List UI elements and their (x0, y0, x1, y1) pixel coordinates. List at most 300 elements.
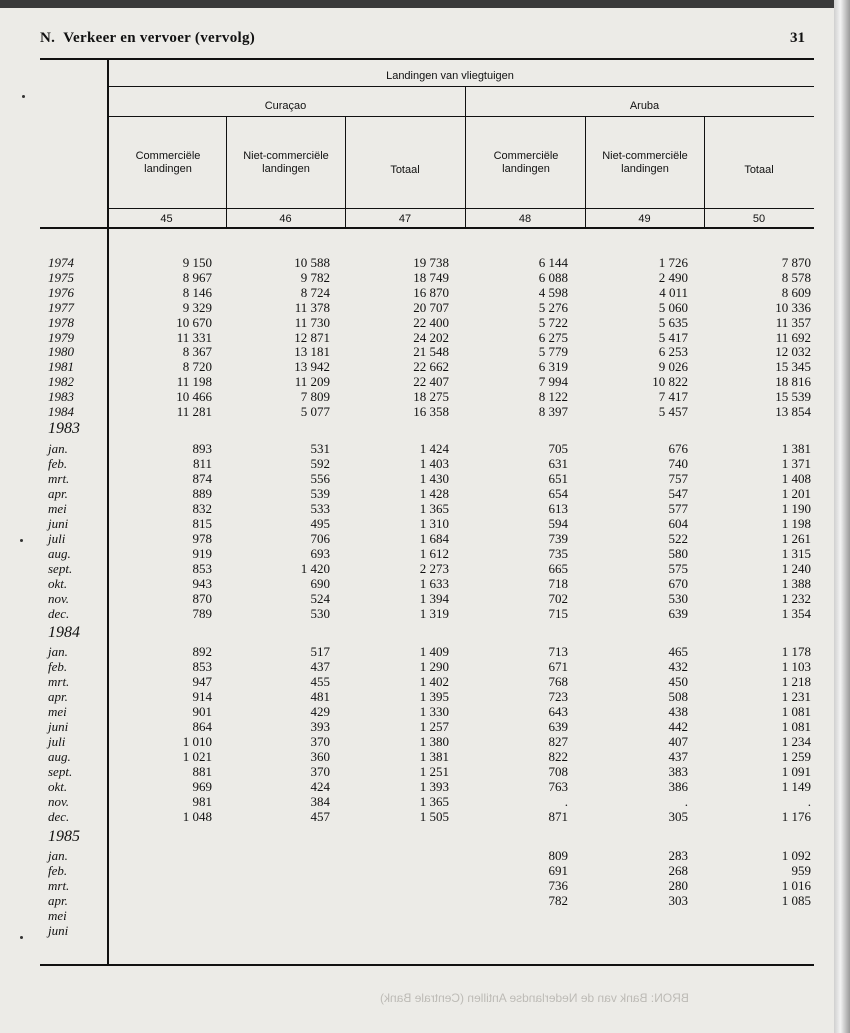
table-cell: 914 (192, 689, 212, 704)
row-label: mrt. (48, 471, 70, 486)
table-cell: 393 (310, 719, 330, 734)
table-cell: 530 (310, 606, 330, 621)
table-cell: 705 (548, 441, 568, 456)
table-cell: 1 232 (781, 591, 811, 606)
table-cell: 713 (548, 644, 568, 659)
table-cell: 6 319 (538, 359, 568, 375)
table-row (0, 516, 834, 531)
table-row (0, 300, 834, 315)
table-cell: 592 (310, 456, 330, 471)
table-cell: 1 240 (781, 561, 811, 576)
page-title (40, 30, 255, 47)
table-cell: 706 (310, 531, 330, 546)
table-cell: 718 (548, 576, 568, 591)
row-label: dec. (48, 606, 70, 621)
table-row (0, 501, 834, 516)
table-cell: 723 (548, 689, 568, 704)
table-cell: 24 202 (413, 329, 449, 345)
table-cell: 708 (548, 764, 568, 779)
table-cell: 1 408 (781, 471, 811, 486)
row-label: dec. (48, 809, 70, 824)
table-row (0, 344, 834, 359)
table-cell: 1 424 (419, 441, 449, 456)
table-cell: 438 (668, 704, 688, 719)
column-number: 45 (160, 213, 173, 225)
table-cell: 8 724 (300, 284, 330, 300)
table-cell: 1 231 (781, 689, 811, 704)
table-row (0, 794, 834, 809)
table-row (0, 704, 834, 719)
table-row (0, 374, 834, 389)
bleed-through-source-note: BRON: Bank van de Nederlandse Antillen (Centrale Bank) (380, 991, 689, 1005)
table-cell: 822 (548, 749, 568, 764)
curacao-total-header: Totaal (390, 164, 420, 176)
table-row (0, 606, 834, 621)
table-cell: 1 048 (182, 809, 212, 824)
table-cell: 360 (310, 749, 330, 764)
table-cell: 11 331 (176, 329, 212, 345)
page-edge (834, 0, 850, 1033)
row-label: juni (48, 516, 69, 531)
table-cell: 4 598 (538, 284, 568, 300)
scan-mark (20, 936, 23, 939)
row-label: feb. (48, 456, 68, 471)
table-cell: 969 (192, 779, 212, 794)
table-row (0, 749, 834, 764)
table-cell: . (807, 794, 811, 809)
year-heading-1985: 1985 (48, 828, 80, 845)
row-label: juni (48, 923, 69, 938)
table-cell: 959 (791, 863, 811, 878)
table-cell: 1 257 (419, 719, 449, 734)
table-row (0, 456, 834, 471)
curacao-commercial-header: Commerciële landingen (135, 150, 201, 175)
table-row (0, 863, 834, 878)
table-cell: 10 588 (294, 255, 330, 270)
table-cell: 871 (548, 809, 568, 824)
table-row (0, 330, 834, 345)
table-cell: 691 (548, 863, 568, 878)
table-cell: 1 091 (781, 764, 811, 779)
row-label: juli (48, 734, 66, 749)
table-cell: 757 (668, 471, 688, 486)
table-row (0, 764, 834, 779)
table-cell: 1 393 (419, 779, 449, 794)
table-cell: 715 (548, 606, 568, 621)
table-cell: 12 871 (294, 329, 330, 345)
table-cell: 575 (668, 561, 688, 576)
table-cell: 947 (192, 674, 212, 689)
table-cell: 4 011 (659, 284, 688, 300)
table-row (0, 471, 834, 486)
table-cell: 1 381 (419, 749, 449, 764)
row-label: 1983 (48, 389, 74, 405)
row-label: 1981 (48, 359, 74, 375)
section-letter: N. (40, 30, 56, 46)
row-label: 1976 (48, 284, 74, 300)
table-cell: 1 365 (419, 794, 449, 809)
table-cell: 671 (548, 659, 568, 674)
col-divider-1 (226, 116, 227, 228)
row-label: juli (48, 531, 66, 546)
row-label: 1974 (48, 255, 74, 270)
table-cell: 789 (192, 606, 212, 621)
table-cell: 604 (668, 516, 688, 531)
table-cell: 437 (668, 749, 688, 764)
table-row (0, 644, 834, 659)
aruba-noncommercial-header: Niet-commerciële landingen (602, 150, 688, 175)
table-cell: 670 (668, 576, 688, 591)
table-cell: 5 779 (538, 344, 568, 360)
table-cell: 1 409 (419, 644, 449, 659)
table-row (0, 285, 834, 300)
table-cell: 631 (548, 456, 568, 471)
table-cell: 508 (668, 689, 688, 704)
table-cell: 517 (310, 644, 330, 659)
table-cell: 1 354 (781, 606, 811, 621)
table-cell: 901 (192, 704, 212, 719)
year-heading-1983: 1983 (48, 420, 80, 437)
bottom-rule (40, 964, 814, 966)
table-cell: 6 275 (538, 329, 568, 345)
table-row (0, 441, 834, 456)
table-cell: 5 417 (658, 329, 688, 345)
table-cell: 1 430 (419, 471, 449, 486)
table-cell: 1 684 (419, 531, 449, 546)
table-cell: 1 234 (781, 734, 811, 749)
table-cell: 1 092 (781, 848, 811, 863)
table-cell: 1 190 (781, 501, 811, 516)
table-cell: 18 275 (413, 389, 449, 405)
table-cell: 811 (192, 456, 212, 471)
row-label: mei (48, 501, 67, 516)
table-row (0, 315, 834, 330)
table-cell: 424 (310, 779, 330, 794)
table-cell: 16 358 (413, 404, 449, 419)
top-rule (40, 58, 814, 60)
table-cell: 1 290 (419, 659, 449, 674)
row-label: aug. (48, 749, 71, 764)
table-cell: 853 (192, 659, 212, 674)
table-cell: 432 (668, 659, 688, 674)
table-cell: 8 609 (781, 284, 811, 300)
table-cell: 22 400 (413, 314, 449, 330)
group-title: Landingen van vliegtuigen (386, 70, 514, 82)
table-cell: 782 (548, 893, 568, 908)
table-row (0, 893, 834, 908)
table-cell: 437 (310, 659, 330, 674)
table-cell: 815 (192, 516, 212, 531)
table-cell: 457 (310, 809, 330, 824)
table-cell: 7 994 (538, 374, 568, 390)
table-cell: 442 (668, 719, 688, 734)
table-cell: 5 457 (658, 404, 688, 419)
table-cell: 864 (192, 719, 212, 734)
table-row (0, 546, 834, 561)
table-cell: 693 (310, 546, 330, 561)
table-row (0, 659, 834, 674)
table-cell: 11 198 (176, 374, 212, 390)
row-label: nov. (48, 794, 70, 809)
table-cell: 1 402 (419, 674, 449, 689)
table-cell: 20 707 (413, 299, 449, 315)
table-cell: 5 276 (538, 299, 568, 315)
table-cell: 892 (192, 644, 212, 659)
table-cell: 943 (192, 576, 212, 591)
table-row (0, 689, 834, 704)
table-cell: 981 (192, 794, 212, 809)
table-cell: 481 (310, 689, 330, 704)
table-cell: 1 085 (781, 893, 811, 908)
table-cell: 495 (310, 516, 330, 531)
table-cell: 690 (310, 576, 330, 591)
table-cell: 1 371 (781, 456, 811, 471)
table-cell: 8 720 (182, 359, 212, 375)
table-row (0, 848, 834, 863)
table-cell: 1 021 (182, 749, 212, 764)
table-cell: 370 (310, 764, 330, 779)
table-cell: 5 060 (658, 299, 688, 315)
table-cell: 768 (548, 674, 568, 689)
table-cell: 8 397 (538, 404, 568, 419)
table-cell: 531 (310, 441, 330, 456)
row-label: 1982 (48, 374, 74, 390)
scan-mark (22, 95, 25, 98)
table-cell: 10 466 (176, 389, 212, 405)
row-label: 1977 (48, 299, 74, 315)
table-row (0, 734, 834, 749)
table-row (0, 674, 834, 689)
table-row (0, 809, 834, 824)
table-cell: 643 (548, 704, 568, 719)
group-rule (107, 86, 814, 87)
table-cell: 10 336 (775, 299, 811, 315)
table-cell: 429 (310, 704, 330, 719)
column-number: 48 (518, 213, 532, 225)
table-cell: 8 367 (182, 344, 212, 360)
table-cell: 763 (548, 779, 568, 794)
table-cell: 853 (192, 561, 212, 576)
table-cell: 919 (192, 546, 212, 561)
table-cell: 1 251 (419, 764, 449, 779)
table-cell: 283 (668, 848, 688, 863)
table-cell: 889 (192, 486, 212, 501)
table-cell: 13 942 (294, 359, 330, 375)
table-cell: 1 176 (781, 809, 811, 824)
table-cell: 1 505 (419, 809, 449, 824)
row-label: mrt. (48, 674, 70, 689)
table-cell: 2 273 (419, 561, 449, 576)
table-cell: 1 403 (419, 456, 449, 471)
table-row (0, 923, 834, 938)
table-cell: 11 692 (775, 329, 811, 345)
page-number: 31 (790, 30, 805, 46)
column-number: 49 (638, 213, 651, 225)
table-cell: 18 749 (413, 269, 449, 285)
column-number-rule (40, 227, 814, 229)
table-cell: 665 (548, 561, 568, 576)
table-cell: 1 081 (781, 704, 811, 719)
table-cell: 651 (548, 471, 568, 486)
table-cell: 11 209 (294, 374, 330, 390)
table-cell: 740 (668, 456, 688, 471)
table-cell: 16 870 (413, 284, 449, 300)
table-cell: 893 (192, 441, 212, 456)
row-label: juni (48, 719, 69, 734)
table-cell: 370 (310, 734, 330, 749)
page (0, 8, 834, 1033)
row-label: jan. (48, 848, 68, 863)
table-cell: 2 490 (658, 269, 688, 285)
table-cell: 10 822 (652, 374, 688, 390)
table-cell: 702 (548, 591, 568, 606)
table-cell: 1 178 (781, 644, 811, 659)
table-cell: 11 357 (775, 314, 811, 330)
table-row (0, 878, 834, 893)
row-label: feb. (48, 863, 68, 878)
table-cell: 6 088 (538, 269, 568, 285)
table-cell: 303 (668, 893, 688, 908)
row-label: jan. (48, 441, 68, 456)
table-cell: 881 (192, 764, 212, 779)
table-cell: 15 345 (775, 359, 811, 375)
table-row (0, 591, 834, 606)
table-cell: 1 010 (182, 734, 212, 749)
table-cell: 1 395 (419, 689, 449, 704)
table-cell: 305 (668, 809, 688, 824)
table-cell: 15 539 (775, 389, 811, 405)
table-cell: 676 (668, 441, 688, 456)
table-cell: 384 (310, 794, 330, 809)
table-cell: 465 (668, 644, 688, 659)
table-cell: 1 081 (781, 719, 811, 734)
table-cell: 1 380 (419, 734, 449, 749)
row-label: jan. (48, 644, 68, 659)
table-cell: 1 612 (419, 546, 449, 561)
table-cell: 9 329 (182, 299, 212, 315)
table-cell: 6 253 (658, 344, 688, 360)
table-cell: 21 548 (413, 344, 449, 360)
row-label: sept. (48, 561, 73, 576)
section-title: Verkeer en vervoer (vervolg) (63, 30, 256, 46)
table-cell: 1 330 (419, 704, 449, 719)
row-label: mei (48, 704, 67, 719)
table-cell: 874 (192, 471, 212, 486)
table-cell: 533 (310, 501, 330, 516)
table-cell: 1 315 (781, 546, 811, 561)
table-cell: 870 (192, 591, 212, 606)
table-cell: 280 (668, 878, 688, 893)
table-cell: 594 (548, 516, 568, 531)
table-row (0, 719, 834, 734)
table-cell: 7 809 (300, 389, 330, 405)
table-cell: 9 150 (182, 255, 212, 270)
row-label: apr. (48, 893, 68, 908)
table-cell: 1 319 (419, 606, 449, 621)
column-number: 50 (752, 213, 766, 225)
table-row (0, 531, 834, 546)
row-label: 1975 (48, 269, 74, 285)
table-cell: 524 (310, 591, 330, 606)
aruba-commercial-header: Commerciële landingen (493, 150, 559, 175)
table-row (0, 404, 834, 419)
table-row (0, 779, 834, 794)
table-cell: 12 032 (775, 344, 811, 360)
table-row (0, 576, 834, 591)
table-row (0, 486, 834, 501)
table-cell: 13 181 (294, 344, 330, 360)
table-cell: 9 026 (658, 359, 688, 375)
table-cell: 809 (548, 848, 568, 863)
table-cell: 613 (548, 501, 568, 516)
table-cell: 556 (310, 471, 330, 486)
col-divider-3 (585, 116, 586, 228)
table-cell: 5 635 (658, 314, 688, 330)
table-cell: 577 (668, 501, 688, 516)
table-cell: 827 (548, 734, 568, 749)
row-label: 1980 (48, 344, 74, 360)
table-cell: 1 633 (419, 576, 449, 591)
row-label: sept. (48, 764, 73, 779)
year-heading-1984: 1984 (48, 624, 80, 641)
table-cell: 22 407 (413, 374, 449, 390)
table-cell: 522 (668, 531, 688, 546)
table-cell: 1 420 (300, 561, 330, 576)
curacao-header: Curaçao (264, 100, 307, 112)
row-label: 1979 (48, 329, 74, 345)
table-cell: 1 218 (781, 674, 811, 689)
table-cell: 1 381 (781, 441, 811, 456)
table-cell: 736 (548, 878, 568, 893)
table-cell: 1 103 (781, 659, 811, 674)
island-divider (465, 86, 466, 228)
table-cell: . (564, 794, 568, 809)
row-label: feb. (48, 659, 68, 674)
row-label: apr. (48, 689, 68, 704)
table-cell: 5 077 (300, 404, 330, 419)
table-cell: 639 (668, 606, 688, 621)
aruba-header: Aruba (629, 100, 660, 112)
table-cell: 547 (668, 486, 688, 501)
table-cell: 580 (668, 546, 688, 561)
row-label: nov. (48, 591, 70, 606)
table-cell: 735 (548, 546, 568, 561)
table-cell: 539 (310, 486, 330, 501)
table-cell: 6 144 (538, 255, 568, 270)
table-cell: 1 198 (781, 516, 811, 531)
table-cell: 22 662 (413, 359, 449, 375)
curacao-noncommercial-header: Niet-commerciële landingen (243, 150, 329, 175)
table-cell: 383 (668, 764, 688, 779)
scan-mark (20, 539, 23, 542)
table-cell: 832 (192, 501, 212, 516)
table-cell: 455 (310, 674, 330, 689)
row-label: apr. (48, 486, 68, 501)
island-rule (107, 116, 814, 117)
table-cell: 11 730 (294, 314, 330, 330)
table-cell: 1 261 (781, 531, 811, 546)
table-row (0, 255, 834, 270)
table-cell: 450 (668, 674, 688, 689)
table-cell: . (684, 794, 688, 809)
table-cell: 1 016 (781, 878, 811, 893)
table-row (0, 270, 834, 285)
header-bottom-rule (107, 208, 814, 209)
table-cell: 1 726 (658, 255, 688, 270)
table-cell: 407 (668, 734, 688, 749)
table-cell: 7 870 (781, 255, 811, 270)
table-cell: 1 388 (781, 576, 811, 591)
